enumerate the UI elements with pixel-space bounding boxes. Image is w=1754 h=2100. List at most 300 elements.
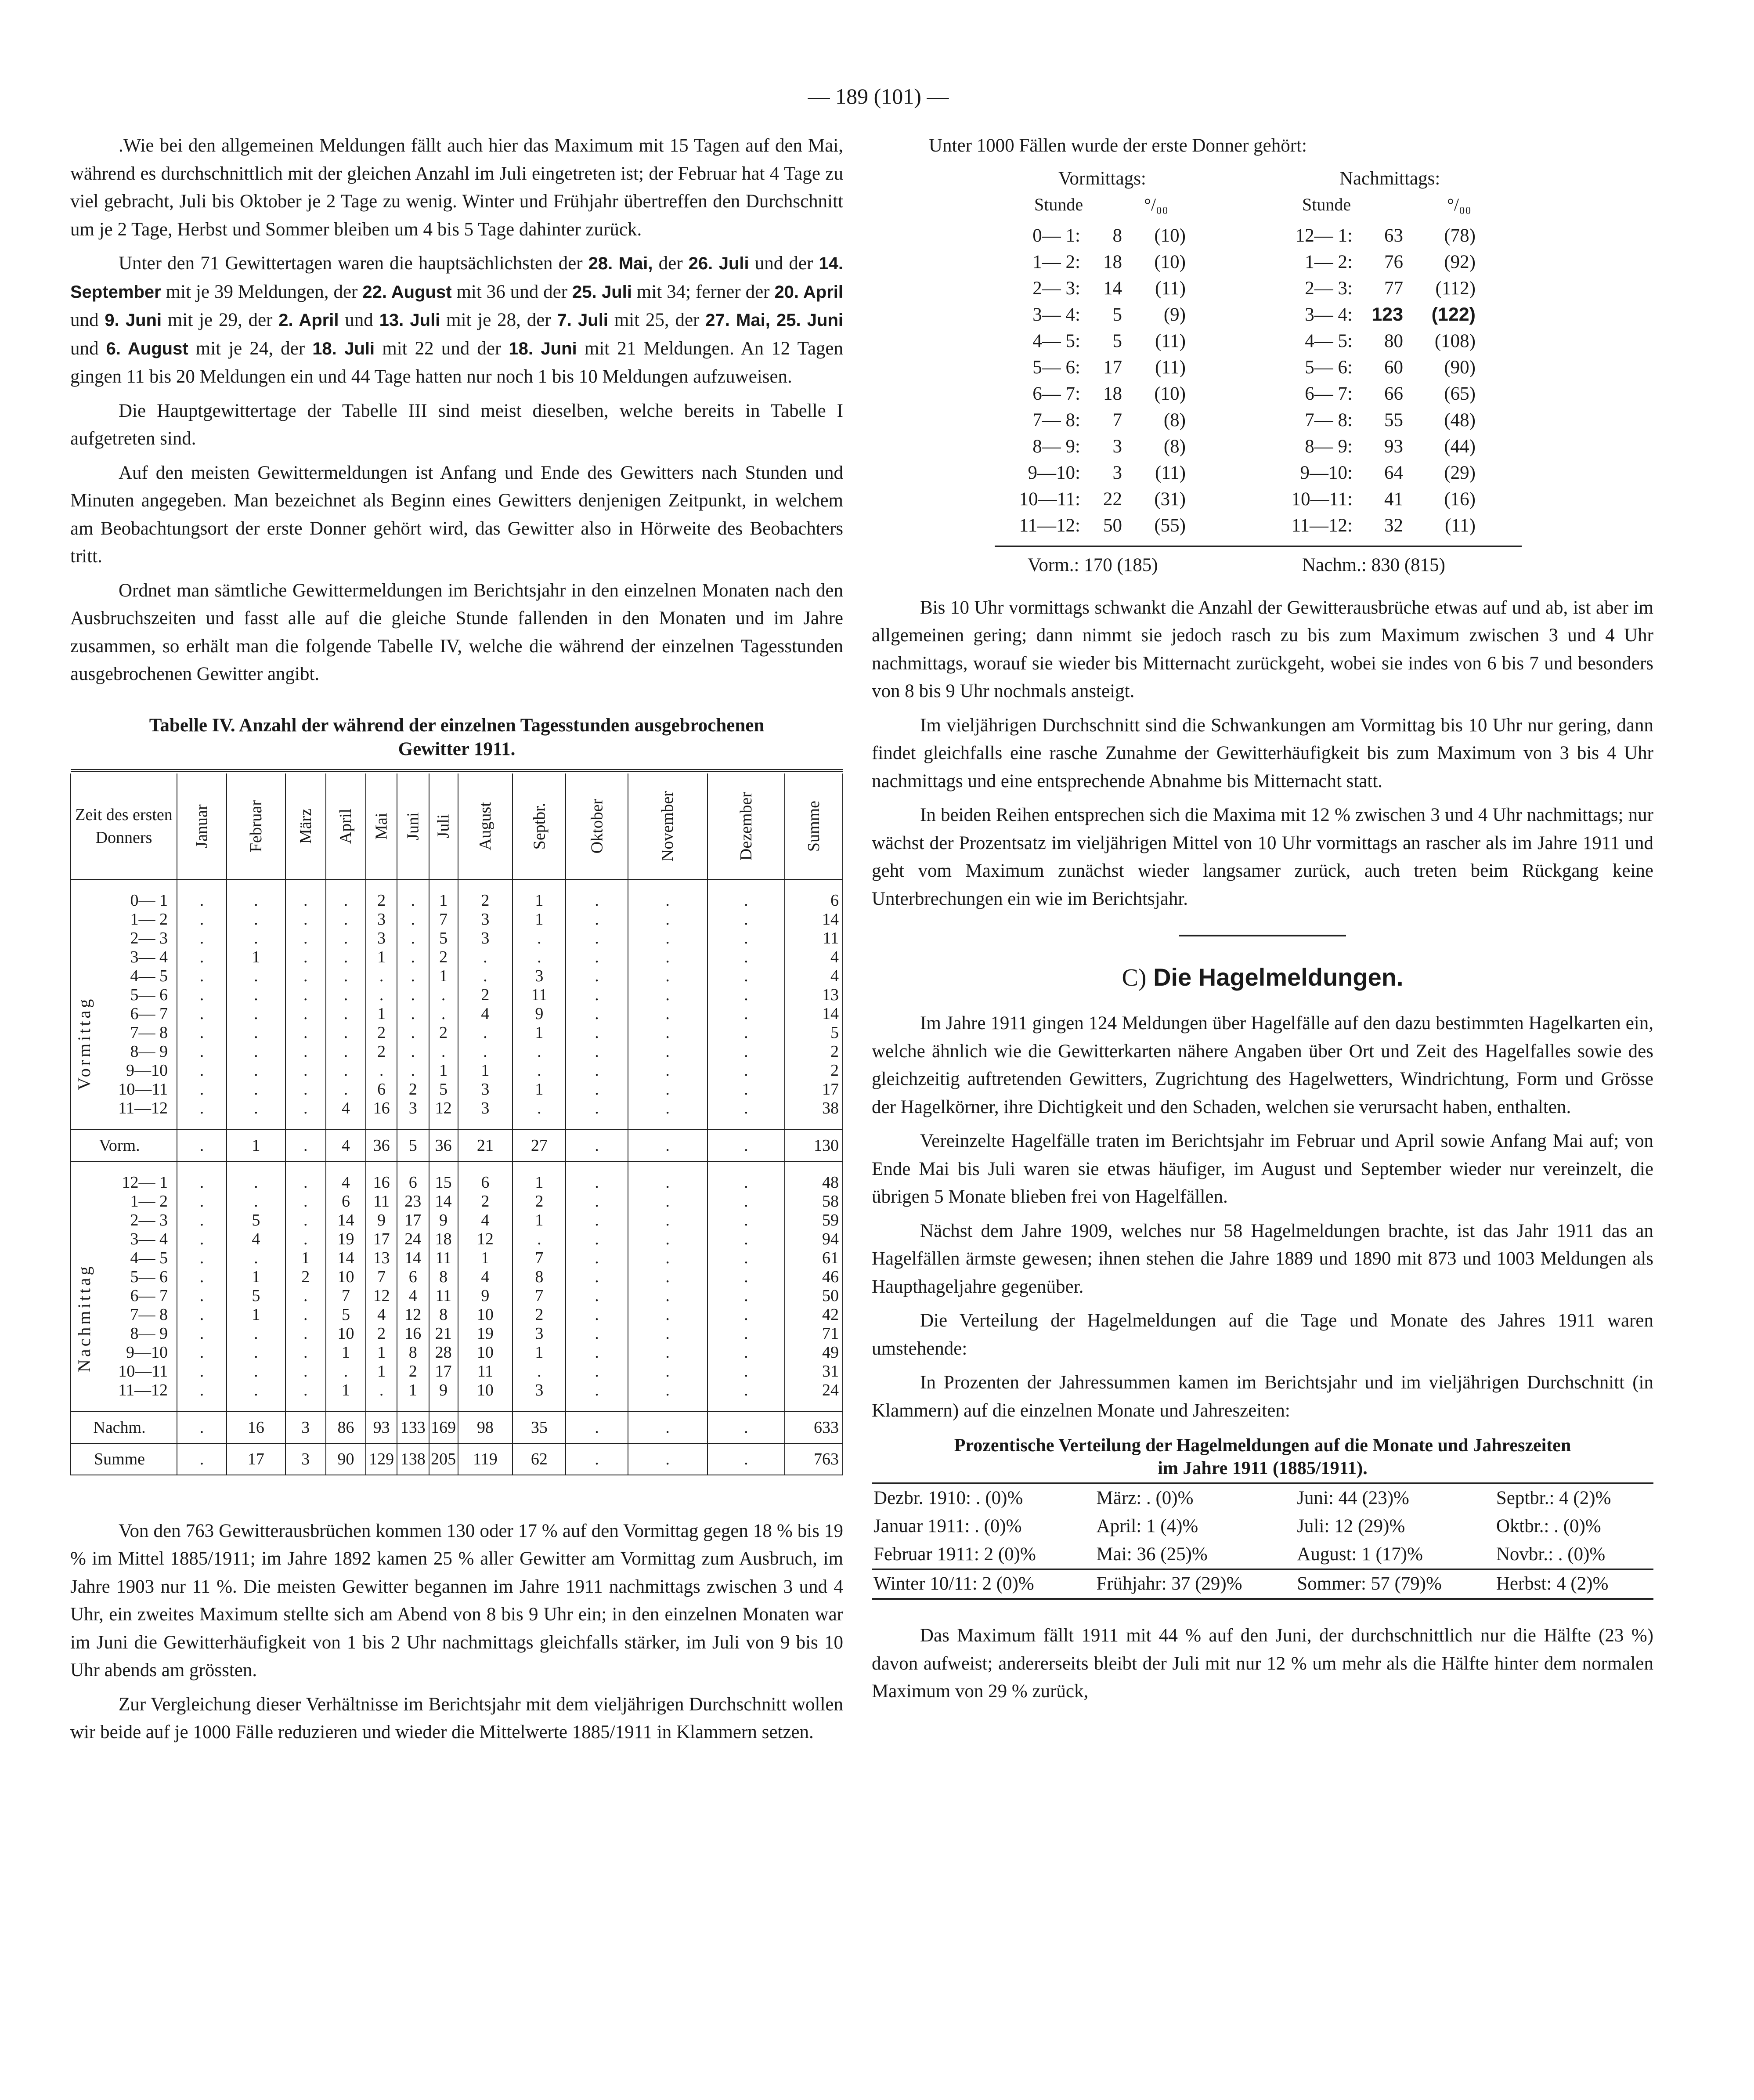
- value-cell: .: [566, 1192, 628, 1211]
- value-cell: 1: [366, 948, 397, 967]
- hour-cell: 9—10: [71, 1343, 177, 1362]
- hour-cell: 4— 5: [71, 967, 177, 986]
- value-cell: (16): [1444, 488, 1476, 510]
- value-cell: 4: [366, 1305, 397, 1324]
- value-cell: (108): [1434, 330, 1476, 351]
- hour-cell: 11—12 Nachmittag: [71, 1381, 177, 1400]
- value-cell: 2: [458, 1192, 513, 1211]
- value-cell: .: [707, 986, 785, 1005]
- value-cell: .: [285, 986, 326, 1005]
- value-cell: 6: [397, 1173, 429, 1192]
- value-cell: .: [397, 1005, 429, 1023]
- value-cell: Septbr.: 4 (2)%: [1494, 1483, 1653, 1512]
- value-cell: .: [177, 1230, 227, 1249]
- month-header: Oktober: [566, 773, 628, 879]
- value-cell: 4: [326, 1130, 366, 1161]
- value-cell: 21: [458, 1130, 513, 1161]
- value-cell: .: [177, 986, 227, 1005]
- value-cell: .: [566, 929, 628, 948]
- value-cell: (11): [1444, 515, 1476, 536]
- value-cell: .: [707, 1080, 785, 1099]
- value-cell: .: [285, 1192, 326, 1211]
- value-cell: .: [177, 1211, 227, 1230]
- value-cell: .: [326, 967, 366, 986]
- value-cell: .: [707, 1192, 785, 1211]
- value-cell: .: [177, 948, 227, 967]
- value-cell: 9: [429, 1381, 458, 1400]
- value-cell: .: [566, 1324, 628, 1343]
- value-cell: .: [227, 1381, 285, 1400]
- value-cell: 5: [785, 1023, 843, 1042]
- value-cell: 10: [458, 1381, 513, 1400]
- value-cell: 1: [285, 1249, 326, 1268]
- value-cell: .: [628, 1211, 707, 1230]
- value-cell: .: [707, 1443, 785, 1475]
- value-cell: .: [285, 1287, 326, 1305]
- hour-cell: 9—10: [71, 1061, 177, 1080]
- value-cell: 10—11:: [1019, 488, 1080, 510]
- value-cell: .: [707, 1005, 785, 1023]
- value-cell: 38: [785, 1099, 843, 1118]
- value-cell: .: [707, 1061, 785, 1080]
- value-cell: 3: [458, 929, 513, 948]
- value-cell: 1: [512, 1023, 566, 1042]
- value-cell: .: [177, 1443, 227, 1475]
- value-cell: 31: [785, 1362, 843, 1381]
- value-cell: .: [285, 1005, 326, 1023]
- value-cell: .: [285, 1130, 326, 1161]
- value-cell: .: [707, 1324, 785, 1343]
- value-cell: (11): [1155, 278, 1186, 299]
- value-cell: 16: [366, 1099, 397, 1118]
- value-cell: Frühjahr: 37 (29)%: [1095, 1569, 1296, 1599]
- value-cell: .: [285, 1230, 326, 1249]
- value-cell: .: [285, 1381, 326, 1400]
- table-row: [71, 891, 843, 910]
- value-cell: 3: [397, 1099, 429, 1118]
- value-cell: 7: [429, 910, 458, 929]
- value-cell: 2: [397, 1362, 429, 1381]
- value-cell: .: [566, 910, 628, 929]
- value-cell: 24: [785, 1381, 843, 1400]
- table-row: [71, 1324, 843, 1343]
- value-cell: .: [227, 891, 285, 910]
- table-sum-row: [71, 1443, 843, 1475]
- value-cell: 6: [366, 1080, 397, 1099]
- value-cell: .: [177, 967, 227, 986]
- value-cell: 5: [227, 1287, 285, 1305]
- table-row: [872, 462, 1653, 492]
- value-cell: 5: [227, 1211, 285, 1230]
- value-cell: 13: [785, 986, 843, 1005]
- table-row: [872, 383, 1653, 413]
- value-cell: .: [566, 1042, 628, 1061]
- value-cell: .: [628, 1130, 707, 1161]
- value-cell: .: [177, 1381, 227, 1400]
- value-cell: 1: [227, 1268, 285, 1287]
- value-cell: 9: [429, 1211, 458, 1230]
- value-cell: .: [628, 1305, 707, 1324]
- value-cell: 21: [429, 1324, 458, 1343]
- value-cell: 23: [397, 1192, 429, 1211]
- value-cell: 8— 9:: [1305, 436, 1353, 457]
- month-header: Januar: [177, 773, 227, 879]
- value-cell: .: [566, 1080, 628, 1099]
- value-cell: 123: [1371, 304, 1403, 325]
- table-row: [71, 1381, 843, 1400]
- value-cell: 4: [326, 1173, 366, 1192]
- value-cell: .: [707, 1211, 785, 1230]
- value-cell: 3: [366, 929, 397, 948]
- value-cell: 1: [458, 1249, 513, 1268]
- table-row: [71, 1061, 843, 1080]
- value-cell: .: [512, 948, 566, 967]
- value-cell: .: [628, 891, 707, 910]
- table-row: [71, 929, 843, 948]
- stunde-label: Stunde: [1034, 194, 1083, 214]
- value-cell: .: [177, 1023, 227, 1042]
- value-cell: .: [177, 1343, 227, 1362]
- value-cell: 94: [785, 1230, 843, 1249]
- table-row: [872, 278, 1653, 307]
- value-cell: 3— 4:: [1305, 304, 1353, 325]
- value-cell: .: [707, 929, 785, 948]
- value-cell: .: [628, 1362, 707, 1381]
- table-row: [872, 357, 1653, 387]
- value-cell: 17: [429, 1362, 458, 1381]
- value-cell: 11: [366, 1192, 397, 1211]
- table-row: [71, 1023, 843, 1042]
- value-cell: 93: [366, 1412, 397, 1443]
- value-cell: .: [707, 1268, 785, 1287]
- value-cell: .: [177, 1099, 227, 1118]
- value-cell: .: [429, 986, 458, 1005]
- value-cell: .: [628, 1249, 707, 1268]
- value-cell: .: [566, 1023, 628, 1042]
- hour-cell: 6— 7: [71, 1005, 177, 1023]
- value-cell: 4: [227, 1230, 285, 1249]
- value-cell: .: [628, 1005, 707, 1023]
- value-cell: 130: [785, 1130, 843, 1161]
- value-cell: .: [285, 1324, 326, 1343]
- month-header: Februar: [227, 773, 285, 879]
- value-cell: .: [707, 967, 785, 986]
- value-cell: 4: [326, 1099, 366, 1118]
- value-cell: 10—11:: [1291, 488, 1353, 510]
- table-row: [71, 1268, 843, 1287]
- value-cell: .: [628, 1023, 707, 1042]
- value-cell: 7: [326, 1287, 366, 1305]
- value-cell: .: [628, 1412, 707, 1443]
- value-cell: 50: [1103, 515, 1122, 536]
- value-cell: .: [227, 1173, 285, 1192]
- value-cell: .: [285, 1042, 326, 1061]
- value-cell: (55): [1154, 515, 1186, 536]
- value-cell: .: [177, 1061, 227, 1080]
- value-cell: .: [285, 1099, 326, 1118]
- value-cell: 14: [429, 1192, 458, 1211]
- hour-cell: 8— 9: [71, 1042, 177, 1061]
- value-cell: 2: [429, 1023, 458, 1042]
- value-cell: 138: [397, 1443, 429, 1475]
- value-cell: 32: [1384, 515, 1403, 536]
- hour-cell: 4— 5: [71, 1249, 177, 1268]
- value-cell: 11: [458, 1362, 513, 1381]
- hour-cell: 10—11: [71, 1362, 177, 1381]
- value-cell: (122): [1431, 304, 1476, 325]
- value-cell: 5: [1112, 304, 1122, 325]
- paragraph: In Prozenten der Jahressummen kamen im Berichtsjahr und im vieljährigen Durchschnitt (in Klammern) auf die einzelnen Monate und Jahreszeiten:: [872, 1372, 1653, 1421]
- value-cell: .: [285, 891, 326, 910]
- value-cell: .: [397, 967, 429, 986]
- table-row: [71, 1362, 843, 1381]
- value-cell: .: [628, 910, 707, 929]
- table-row: [71, 1042, 843, 1061]
- value-cell: .: [566, 967, 628, 986]
- value-cell: .: [628, 1099, 707, 1118]
- value-cell: 1: [429, 967, 458, 986]
- value-cell: .: [566, 1412, 628, 1443]
- paragraph-hauptgewittertage: Unter den 71 Gewittertagen waren die hauptsächlichsten der 28. Mai, der 26. Juli und der 14. September mit je 39 Meldungen, der 22. August mit 36 und der 25. Juli mit 34; ferner der 20. April und 9. Juni mit je 29, der 2. April und 13. Juli mit je 28, der 7. Juli mit 25, der 27. Mai, 25. Juni und 6. August mit je 24, der 18. Juli mit 22 und der 18. Juni mit 21 Meldungen. An 12 Tagen gingen 11 bis 20 Meldungen ein und 44 Tage hatten nur noch 1 bis 10 Meldungen aufzuweisen.: [70, 253, 844, 387]
- value-cell: .: [566, 1061, 628, 1080]
- left-column: [70, 132, 843, 1746]
- value-cell: .: [177, 1324, 227, 1343]
- value-cell: 2: [512, 1305, 566, 1324]
- table-caption: Tabelle IV. Anzahl der während der einzelnen Tagesstunden ausgebrochenen Gewitter 1911.: [149, 715, 765, 759]
- value-cell: 4: [458, 1005, 513, 1023]
- value-cell: .: [458, 967, 513, 986]
- value-cell: 3: [1112, 462, 1122, 483]
- value-cell: 15: [429, 1173, 458, 1192]
- value-cell: .: [366, 986, 397, 1005]
- value-cell: 10: [458, 1343, 513, 1362]
- value-cell: .: [366, 967, 397, 986]
- value-cell: 11: [785, 929, 843, 948]
- value-cell: 9—10:: [1300, 462, 1353, 483]
- value-cell: (11): [1155, 462, 1186, 483]
- value-cell: 3: [458, 1080, 513, 1099]
- value-cell: 7: [512, 1249, 566, 1268]
- value-cell: 1: [366, 1005, 397, 1023]
- value-cell: .: [227, 1362, 285, 1381]
- value-cell: 11: [429, 1287, 458, 1305]
- value-cell: .: [177, 910, 227, 929]
- value-cell: .: [227, 910, 285, 929]
- value-cell: .: [707, 1099, 785, 1118]
- section-divider: [1179, 935, 1346, 936]
- page-number: — 189 (101) —: [808, 84, 949, 108]
- value-cell: .: [177, 1412, 227, 1443]
- hour-cell: 11—12 Vormittag: [71, 1099, 177, 1118]
- value-cell: 1: [227, 1130, 285, 1161]
- value-cell: 12— 1:: [1295, 225, 1353, 246]
- value-cell: 1— 2:: [1305, 251, 1353, 272]
- paragraph: Vereinzelte Hagelfälle traten im Berichtsjahr im Februar und April sowie Anfang Mai auf; von Ende Mai bis Juli waren sie etwas häufiger, im August und September wieder nur vereinzelt, die übrigen 5 Monate blieben frei von Hagelfällen.: [872, 1131, 1653, 1207]
- nachm-header: Nachmittags:: [1339, 168, 1440, 189]
- value-cell: .: [628, 967, 707, 986]
- table-row: [71, 1080, 843, 1099]
- value-cell: .: [566, 891, 628, 910]
- value-cell: .: [566, 1130, 628, 1161]
- value-cell: .: [177, 1268, 227, 1287]
- value-cell: 2: [429, 948, 458, 967]
- hour-cell: 8— 9: [71, 1324, 177, 1343]
- table-row: [872, 304, 1653, 334]
- value-cell: 2: [366, 891, 397, 910]
- value-cell: 17: [397, 1211, 429, 1230]
- table-per-thousand: [872, 168, 1653, 576]
- value-cell: .: [227, 1080, 285, 1099]
- value-cell: .: [397, 891, 429, 910]
- value-cell: (10): [1154, 225, 1186, 246]
- value-cell: .: [177, 1173, 227, 1192]
- value-cell: (90): [1444, 357, 1476, 378]
- month-header: März: [285, 773, 326, 879]
- vormittag-label: Vormittag: [74, 996, 94, 1090]
- value-cell: 4: [785, 948, 843, 967]
- paragraph-intro: Unter 1000 Fällen wurde der erste Donner gehört:: [929, 135, 1307, 156]
- hour-cell: 7— 8: [71, 1305, 177, 1324]
- paragraph: Das Maximum fällt 1911 mit 44 % auf den Juni, der durchschnittlich nur die Hälfte (23 %) davon aufweist; andererseits bleibt der Juli mit nur 12 % um mehr als die Hälfte hinter dem normalen Maximum von 29 % zurück,: [872, 1625, 1653, 1702]
- value-cell: (92): [1444, 251, 1476, 272]
- value-cell: 9: [458, 1287, 513, 1305]
- value-cell: 1: [512, 891, 566, 910]
- spacer-row: [71, 1118, 843, 1130]
- value-cell: 66: [1384, 383, 1403, 404]
- value-cell: 1: [397, 1381, 429, 1400]
- paragraph: Zur Vergleichung dieser Verhältnisse im Berichtsjahr mit dem vieljährigen Durchschnitt wollen wir beide auf je 1000 Fälle reduzieren und wieder die Mittelwerte 1885/1911 in Klammern setzen.: [70, 1694, 843, 1742]
- value-cell: .: [227, 929, 285, 948]
- value-cell: .: [326, 986, 366, 1005]
- value-cell: 17: [785, 1080, 843, 1099]
- value-cell: Juli: 12 (29)%: [1297, 1516, 1405, 1536]
- value-cell: .: [628, 1080, 707, 1099]
- value-cell: .: [707, 948, 785, 967]
- table-row: [71, 1249, 843, 1268]
- value-cell: 205: [429, 1443, 458, 1475]
- value-cell: .: [177, 891, 227, 910]
- value-cell: 2— 3:: [1032, 278, 1080, 299]
- table-row: [71, 1305, 843, 1324]
- hour-cell: 6— 7: [71, 1287, 177, 1305]
- value-cell: .: [628, 1042, 707, 1061]
- value-cell: .: [512, 1042, 566, 1061]
- paragraph: Bis 10 Uhr vormittags schwankt die Anzahl der Gewitterausbrüche etwas auf und ab, ist aber im allgemeinen gering; dann nimmt sie jedoch rasch zu bis zum Maximum zwischen 3 und 4 Uhr nachmittags, worauf sie wieder bis Mitternacht zurückgeht, wobei sie indes von 6 bis 7 und besonders von 8 bis 9 Uhr nochmals ansteigt.: [872, 597, 1653, 701]
- value-cell: 14: [326, 1249, 366, 1268]
- value-cell: .: [628, 986, 707, 1005]
- value-cell: .: [177, 1130, 227, 1161]
- value-cell: .: [707, 910, 785, 929]
- value-cell: 1: [227, 948, 285, 967]
- value-cell: 7— 8:: [1305, 409, 1353, 430]
- value-cell: 60: [1384, 357, 1403, 378]
- value-cell: .: [707, 1381, 785, 1400]
- hour-cell: 5— 6: [71, 1268, 177, 1287]
- table-row: [872, 488, 1653, 518]
- hour-cell: Summe: [71, 1443, 177, 1475]
- value-cell: .: [512, 1362, 566, 1381]
- value-cell: .: [566, 1443, 628, 1475]
- value-cell: 1: [366, 1362, 397, 1381]
- value-cell: 90: [326, 1443, 366, 1475]
- value-cell: .: [285, 910, 326, 929]
- value-cell: .: [177, 1362, 227, 1381]
- value-cell: 36: [429, 1130, 458, 1161]
- value-cell: .: [429, 1042, 458, 1061]
- value-cell: 76: [1384, 251, 1403, 272]
- table-row: [71, 1287, 843, 1305]
- value-cell: 1: [429, 891, 458, 910]
- hour-cell: 1— 2: [71, 1192, 177, 1211]
- hagel-table-caption: Prozentische Verteilung der Hagelmeldungen auf die Monate und Jahreszeiten im Jahre 1911 (1885/1911).: [954, 1435, 1571, 1478]
- value-cell: 1: [512, 1173, 566, 1192]
- value-cell: .: [227, 1192, 285, 1211]
- value-cell: .: [177, 1192, 227, 1211]
- value-cell: .: [707, 1305, 785, 1324]
- value-cell: .: [326, 1042, 366, 1061]
- value-cell: .: [366, 1061, 397, 1080]
- value-cell: .: [566, 986, 628, 1005]
- value-cell: 27: [512, 1130, 566, 1161]
- hour-cell: 0— 1: [71, 891, 177, 910]
- paragraph: Im vieljährigen Durchschnitt sind die Schwankungen am Vormittag bis 10 Uhr nur gering, dann findet gleichfalls eine rasche Zunahme der Gewitterhäufigkeit bis zum Maximum von 3 bis 4 Uhr nachmittags und eine entsprechende Abnahme bis Mitternacht statt.: [872, 715, 1653, 792]
- table-row: [71, 1230, 843, 1249]
- value-cell: 14: [785, 910, 843, 929]
- value-cell: Februar 1911: 2 (0)%: [872, 1540, 1095, 1569]
- value-cell: 6— 7:: [1032, 383, 1080, 404]
- value-cell: 58: [785, 1192, 843, 1211]
- value-cell: 35: [512, 1412, 566, 1443]
- value-cell: 6: [397, 1268, 429, 1287]
- value-cell: (44): [1444, 436, 1476, 457]
- month-header: Dezember: [707, 773, 785, 879]
- value-cell: .: [566, 1381, 628, 1400]
- value-cell: .: [458, 1023, 513, 1042]
- value-cell: 9: [366, 1211, 397, 1230]
- value-cell: .: [285, 1343, 326, 1362]
- value-cell: Herbst: 4 (2)%: [1494, 1569, 1653, 1599]
- value-cell: (11): [1155, 330, 1186, 351]
- month-header: Summe: [785, 773, 843, 879]
- value-cell: .: [628, 1230, 707, 1249]
- value-cell: .: [707, 1343, 785, 1362]
- paragraph: Ordnet man sämtliche Gewittermeldungen im Berichtsjahr in den einzelnen Monaten nach den Ausbruchszeiten und fasst alle auf die gleiche Stunde fallenden in den Monaten und im Jahre zusammen, so erhält man die folgende Tabelle IV, welche die während der einzelnen Tagesstunden ausgebrochenen Gewitter angibt.: [70, 580, 843, 684]
- value-cell: 1: [458, 1061, 513, 1080]
- value-cell: .: [566, 1230, 628, 1249]
- value-cell: 11: [429, 1249, 458, 1268]
- value-cell: 2: [366, 1023, 397, 1042]
- table-row: [71, 1192, 843, 1211]
- value-cell: .: [326, 929, 366, 948]
- table-row: [71, 1099, 843, 1118]
- hour-cell: 12— 1: [71, 1173, 177, 1192]
- value-cell: Oktbr.: . (0)%: [1496, 1516, 1601, 1536]
- value-cell: .: [285, 1305, 326, 1324]
- value-cell: (10): [1154, 383, 1186, 404]
- table-row: [872, 436, 1653, 466]
- value-cell: 48: [785, 1173, 843, 1192]
- paragraph: Nächst dem Jahre 1909, welches nur 58 Hagelmeldungen brachte, ist das Jahr 1911 das an Hagelfällen ärmste gewesen; ihnen stehen die Jahre 1889 und 1890 mit 873 und 1003 Meldungen als Haupthageljahre gegenüber.: [872, 1220, 1653, 1297]
- value-cell: .: [326, 1080, 366, 1099]
- value-cell: 14: [785, 1005, 843, 1023]
- value-cell: 2: [366, 1324, 397, 1343]
- paragraph: Im Jahre 1911 gingen 124 Meldungen über Hagelfälle auf den dazu bestimmten Hagelkarten ein, welche ähnlich wie die Gewitterkarten nähere Angaben über Ort und Zeit des Hagelfalles sowie des gleichzeitig auftretenden Gewitters, Zugrichtung des Hagelwetters, Windrichtung, Form und Grösse der Hagelkörner, ihre Dichtigkeit und den Schaden, welchen sie verursacht haben, enthalten.: [872, 1013, 1653, 1117]
- value-cell: 24: [397, 1230, 429, 1249]
- value-cell: Juni: 44 (23)%: [1295, 1483, 1494, 1512]
- value-cell: 1— 2:: [1032, 251, 1080, 272]
- hour-cell: 1— 2: [71, 910, 177, 929]
- value-cell: .: [566, 1005, 628, 1023]
